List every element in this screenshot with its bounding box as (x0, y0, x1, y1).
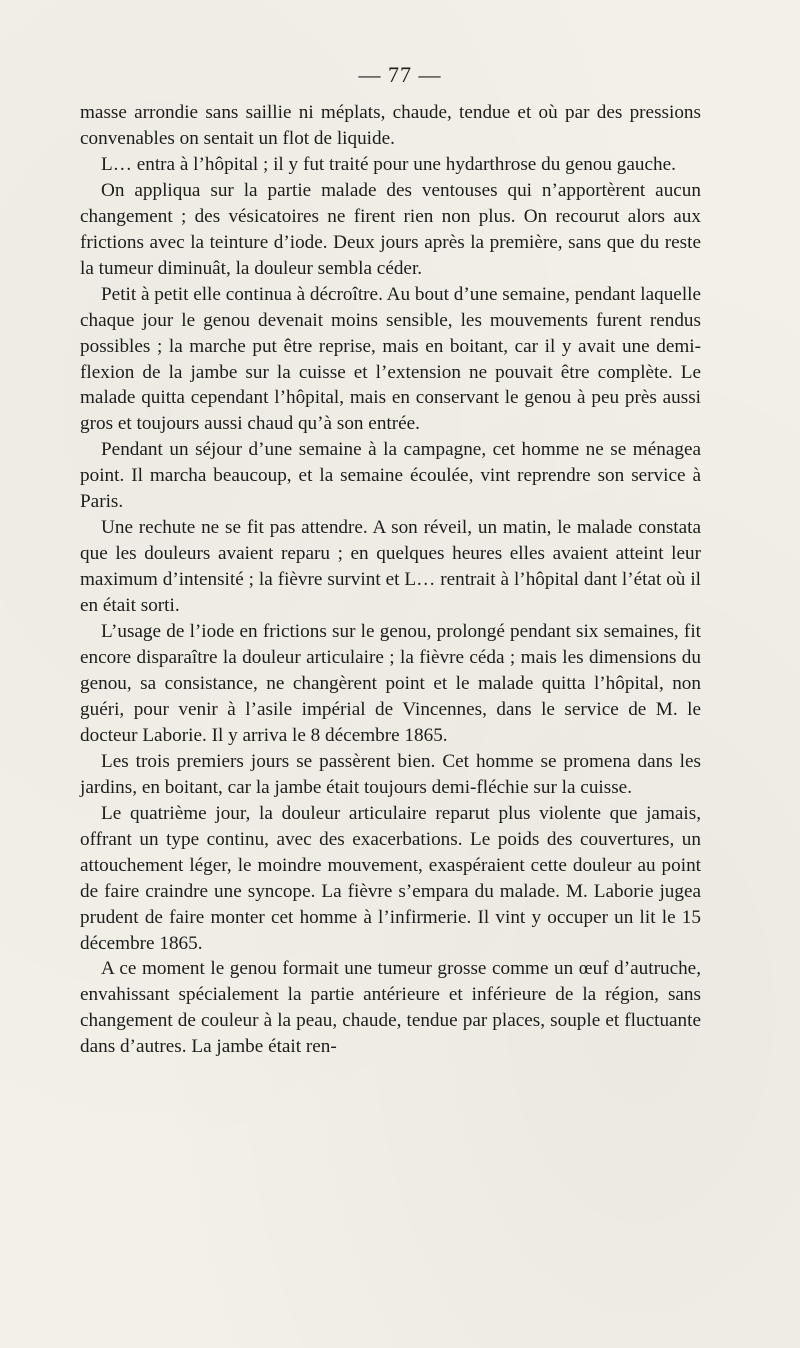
paragraph: Le quatrième jour, la douleur articulaire reparut plus violente que jamais, offrant un type continu, avec des exacerbations. Le poids des couvertures, un attouchement léger, le moindre mouvement, exaspéraient cette douleur au point de faire craindre une syncope. La fièvre s’empara du malade. M. Laborie jugea prudent de faire monter cet homme à l’infirmerie. Il vint y occuper un lit le 15 décembre 1865. (80, 802, 701, 954)
paragraph: On appliqua sur la partie malade des ventouses qui n’apportèrent aucun changement ; des vésicatoires ne firent rien non plus. On recourut alors aux frictions avec la teinture d’iode. Deux jours après la première, sans que du reste la tumeur diminuât, la douleur sembla céder. (80, 179, 701, 279)
paragraph: A ce moment le genou formait une tumeur grosse comme un œuf d’autruche, envahissant spécialement la partie antérieure et inférieure de la région, sans changement de couleur à la peau, chaude, tendue par places, souple et fluctuante dans d’autres. La jambe était ren- (80, 958, 701, 1058)
paragraph-continued: masse arrondie sans saillie ni méplats, chaude, tendue et où par des pressions convenables on sentait un flot de liquide. (80, 102, 701, 149)
paragraph: L’usage de l’iode en frictions sur le genou, prolongé pendant six semaines, fit encore disparaître la douleur articulaire ; la fièvre céda ; mais les dimensions du genou, sa consistance, ne changèrent point et le malade quitta l’hôpital, non guéri, pour venir à l’asile impérial de Vincennes, dans le service de M. le docteur Laborie. Il y arriva le 8 décembre 1865. (80, 621, 701, 746)
paragraph: Pendant un séjour d’une semaine à la campagne, cet homme ne se ménagea point. Il marcha beaucoup, et la semaine écoulée, vint reprendre son service à Paris. (80, 439, 701, 513)
paragraph: Les trois premiers jours se passèrent bien. Cet homme se promena dans les jardins, en boitant, car la jambe était toujours demi-fléchie sur la cuisse. (80, 750, 701, 798)
paragraph: L… entra à l’hôpital ; il y fut traité pour une hydarthrose du genou gauche. (101, 153, 676, 175)
paragraph: Une rechute ne se fit pas attendre. A son réveil, un matin, le malade constata que les douleurs avaient reparu ; en quelques heures elles avaient atteint leur maximum d’intensité ; la fièvre survint et L… rentrait à l’hôpital dant l’état où il en était sorti. (80, 517, 701, 617)
page-number: — 77 — (358, 62, 442, 87)
paragraph: Petit à petit elle continua à décroître. Au bout d’une semaine, pendant laquelle chaque jour le genou devenait moins sensible, les mouvements furent rendus possibles ; la marche put être reprise, mais en boitant, car il y avait une demi-flexion de la jambe sur la cuisse et l’extension ne pouvait être complète. Le malade quitta cependant l’hôpital, mais en conservant le genou à peu près aussi gros et toujours aussi chaud qu’à son entrée. (80, 283, 701, 435)
body-text (80, 100, 701, 1060)
